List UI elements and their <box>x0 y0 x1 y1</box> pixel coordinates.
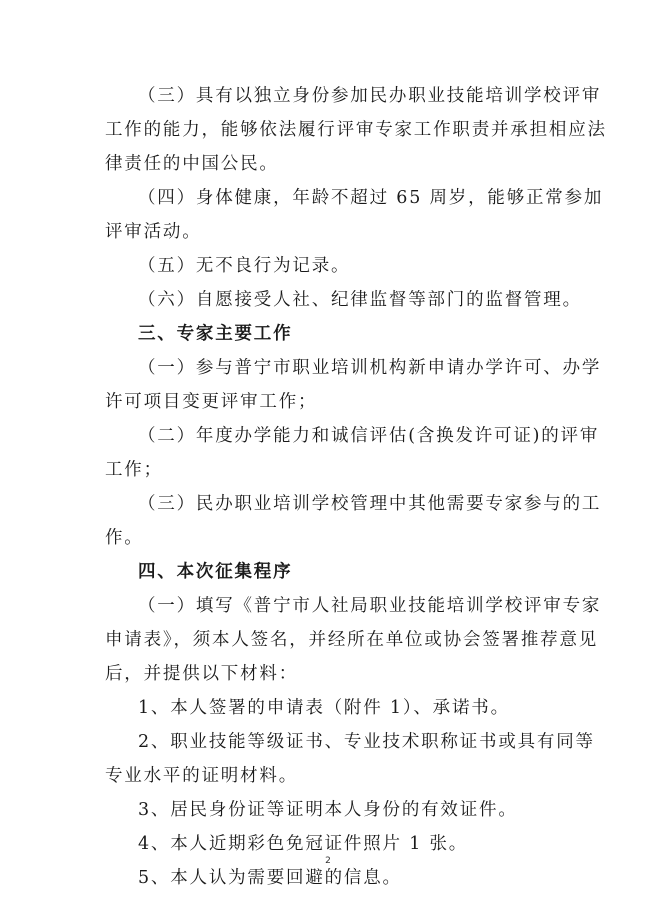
text-line: 3、居民身份证等证明本人身份的有效证件。 <box>138 800 518 820</box>
text-line: 4、本人近期彩色免冠证件照片 1 张。 <box>138 834 469 854</box>
text-line: 律责任的中国公民。 <box>105 154 279 174</box>
page-number: 2 <box>325 856 331 866</box>
text-line: 许可项目变更评审工作； <box>105 392 318 412</box>
text-line: （二）年度办学能力和诚信评估(含换发许可证)的评审 <box>138 426 600 446</box>
text-line: （四）身体健康，年龄不超过 65 周岁，能够正常参加 <box>138 188 604 208</box>
text-line: 后，并提供以下材料： <box>105 664 298 684</box>
text-line: 工作； <box>105 460 163 480</box>
text-line: 申请表》，须本人签名，并经所在单位或协会签署推荐意见 <box>105 630 599 650</box>
text-line: 5、本人认为需要回避的信息。 <box>138 868 402 888</box>
text-line: 工作的能力，能够依法履行评审专家工作职责并承担相应法 <box>105 120 607 140</box>
text-line: （六）自愿接受人社、纪律监督等部门的监督管理。 <box>138 290 582 310</box>
text-line: 2、职业技能等级证书、专业技术职称证书或具有同等 <box>138 732 595 752</box>
text-line: 专业水平的证明材料。 <box>105 766 298 786</box>
text-line: （一）参与普宁市职业培训机构新申请办学许可、办学 <box>138 358 602 378</box>
text-line: 评审活动。 <box>105 222 202 242</box>
text-line: （一）填写《普宁市人社局职业技能培训学校评审专家 <box>138 596 602 616</box>
text-line: （三）具有以独立身份参加民办职业技能培训学校评审 <box>138 86 602 106</box>
section-heading: 四、本次征集程序 <box>138 562 293 582</box>
text-line: （三）民办职业培训学校管理中其他需要专家参与的工 <box>138 494 602 514</box>
text-line: 1、本人签署的申请表（附件 1）、承诺书。 <box>138 698 510 718</box>
text-line: 作。 <box>105 528 144 548</box>
text-line: （五）无不良行为记录。 <box>138 256 351 276</box>
section-heading: 三、专家主要工作 <box>138 324 293 344</box>
